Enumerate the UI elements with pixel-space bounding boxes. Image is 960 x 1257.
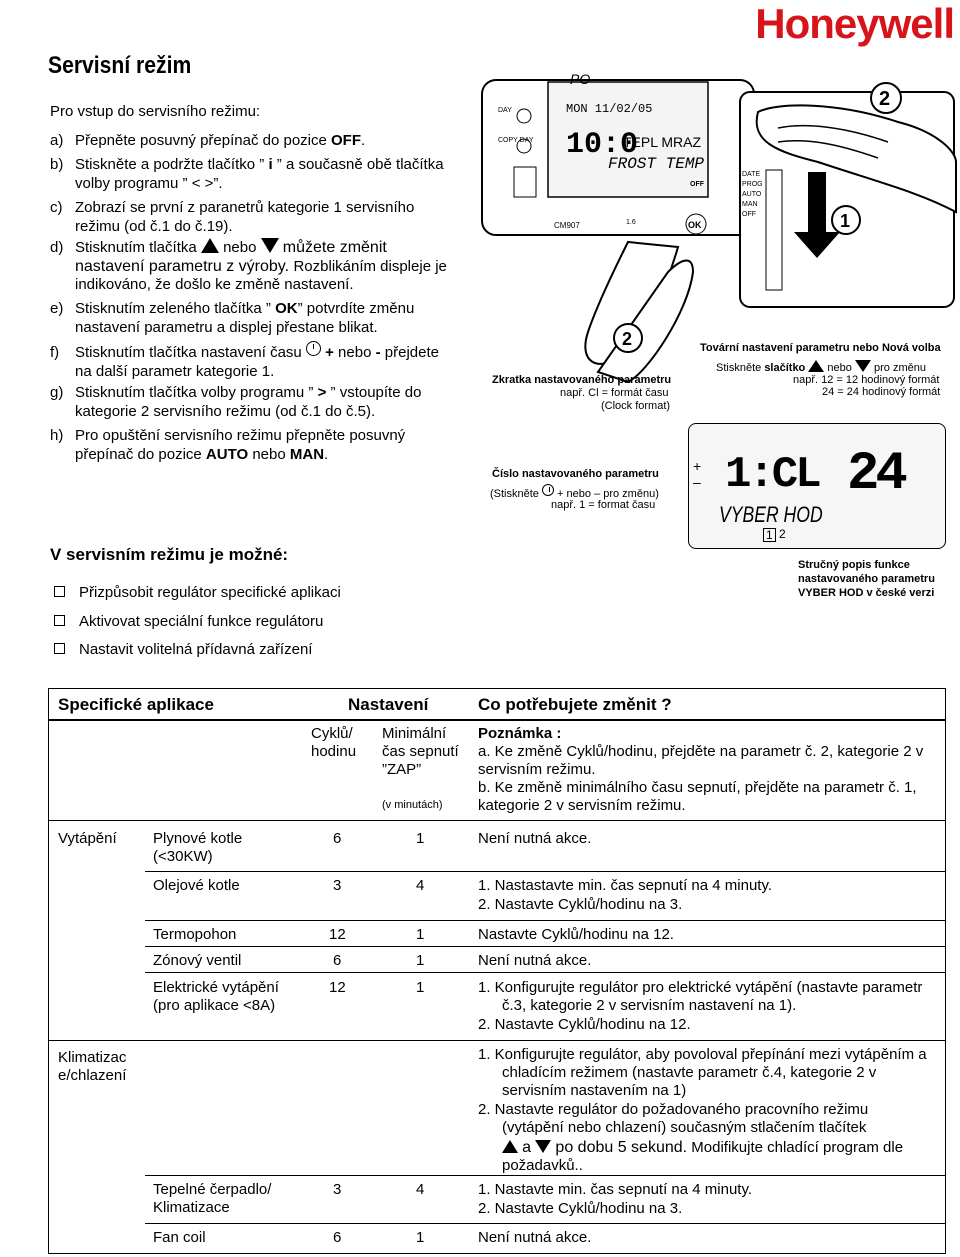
note-a: a. Ke změně Cyklů/hodinu, přejděte na parametr č. 2, kategorie 2 v servisním režimu. xyxy=(478,743,924,778)
divider xyxy=(145,920,945,921)
table-row-cycles: 3 xyxy=(333,877,342,894)
group-heating: Vytápění xyxy=(58,830,117,847)
table-row-app: Zónový ventil xyxy=(153,952,242,969)
header-applications: Specifické aplikace xyxy=(58,695,214,714)
switch-auto: AUTO xyxy=(742,191,762,198)
table-row-note: Není nutná akce. xyxy=(478,952,592,969)
table-row-min: 1 xyxy=(416,979,425,996)
lcd-po: PO xyxy=(570,72,591,87)
step-f: f) Stisknutím tlačítka nastavení času + nebo - přejdete na další parametr kategorie 1. xyxy=(50,341,480,381)
note-b: b. Ke změně minimálního času sepnutí, přejděte na parametr č. 1, kategorie 2 v servisním režimu. xyxy=(478,779,917,814)
divider xyxy=(49,820,945,821)
model-label: CM907 xyxy=(554,221,580,230)
switch-off: OFF xyxy=(742,211,756,218)
arrow-down-icon xyxy=(535,1140,551,1153)
lcd-tepl: TEPL MRAZ xyxy=(623,134,702,150)
lcd-param-value: 24 xyxy=(847,444,904,505)
divider xyxy=(145,1223,945,1224)
table-row-min: 4 xyxy=(416,1181,425,1198)
checkbox-icon xyxy=(54,586,65,597)
zkratka-title: Zkratka nastavovaného parametru xyxy=(492,374,672,386)
lcd-category-2: 2 xyxy=(779,527,786,541)
table-row-note: 1. Nastastavte min. čas sepnutí na 4 minuty. xyxy=(478,877,773,894)
table-row-app: Plynové kotle (<30KW) xyxy=(153,830,243,865)
header-settings: Nastavení xyxy=(348,695,429,714)
step-d: d) Stisknutím tlačítka nebo můžete změnit nastavení parametru z výroby. Rozblikáním displeje je indikováno, že došlo ke změně nastavení. xyxy=(50,239,447,293)
table-row-min: 1 xyxy=(416,926,425,943)
divider xyxy=(145,946,945,947)
arrow-down-icon xyxy=(261,238,279,253)
subheader-min-unit: (v minutách) xyxy=(382,799,443,811)
arrow-down-icon xyxy=(855,360,871,372)
param-description: Stručný popis funkce nastavovaného parametru VYBER HOD v české verzi xyxy=(798,559,935,599)
factory-instruction: Stiskněte slačítko nebo pro změnu xyxy=(716,362,926,374)
table-row-note: Nastavte Cyklů/hodinu na 12. xyxy=(478,926,674,943)
arrow-up-icon xyxy=(201,238,219,253)
step-h: h) Pro opuštění servisního režimu přepněte posuvný přepínač do pozice AUTO nebo MAN. xyxy=(50,427,406,463)
day-label: DAY xyxy=(498,107,512,114)
table-row-app: Olejové kotle xyxy=(153,877,240,894)
arrow-up-icon xyxy=(808,360,824,372)
table-row-note: a po dobu 5 sekund. Modifikujte chladící program dle požadavků.. xyxy=(502,1139,904,1174)
checkbox-icon xyxy=(54,643,65,654)
arrow-up-icon xyxy=(502,1140,518,1153)
lcd-param-display xyxy=(688,423,946,549)
divider xyxy=(145,1175,945,1176)
header-change: Co potřebujete změnit ? xyxy=(478,695,672,714)
table-row-note: Není nutná akce. xyxy=(478,830,592,847)
possible-heading: V servisním režimu je možné: xyxy=(50,545,289,564)
lcd-minus: – xyxy=(693,474,701,490)
factory-example-1: např. 12 = 12 hodinový formát xyxy=(793,374,940,386)
table-row-note: 1. Konfigurujte regulátor pro elektrické vytápění (nastavte parametr č.3, kategorie 2 v servisním nastavení na 1). xyxy=(478,979,923,1014)
table-row-note: 1. Konfigurujte regulátor, aby povoloval přepínání mezi vytápěním a chladícím režimem (nastavte parametr č.4, kategorie 2 v servisním nastavením na 1) xyxy=(478,1046,927,1099)
callout-1: 1 xyxy=(840,211,851,231)
table-row-cycles: 6 xyxy=(333,830,342,847)
table-row-cycles: 3 xyxy=(333,1181,342,1198)
lcd-time: 10:0 xyxy=(566,128,639,162)
table-row-note: 2. Nastavte Cyklů/hodinu na 3. xyxy=(478,896,683,913)
lcd-category-1: 1 xyxy=(763,528,776,542)
clock-icon xyxy=(306,341,321,356)
step-b: b) Stiskněte a podržte tlačítko ” i ” a současně obě tlačítka volby programu ” < >”. xyxy=(50,156,444,192)
table-row-min: 1 xyxy=(416,830,425,847)
possible-item: Nastavit volitelná přídavná zařízení xyxy=(54,641,312,658)
intro-text: Pro vstup do servisního režimu: xyxy=(50,103,261,120)
possible-item: Přizpůsobit regulátor specifické aplikaci xyxy=(54,584,341,601)
table-row-app: Fan coil xyxy=(153,1229,206,1246)
step-g: g) Stisknutím tlačítka volby programu ” > ” vstoupíte do kategorie 2 servisního režimu (od č.1 do č.5). xyxy=(50,384,422,420)
clock-icon xyxy=(542,484,554,496)
switch-date: DATE xyxy=(742,171,761,178)
copy-day-label: COPY DAY xyxy=(498,137,534,144)
table-row-app: Elektrické vytápění (pro aplikace <8A) xyxy=(153,979,279,1014)
table-row-cycles: 12 xyxy=(329,926,346,943)
switch-prog: PROG xyxy=(742,181,763,188)
ok-button: OK xyxy=(688,220,702,230)
callout-2-top: 2 xyxy=(879,88,891,110)
cislo-title: Číslo nastavovaného parametru xyxy=(492,468,659,480)
table-row-app: Termopohon xyxy=(153,926,237,943)
divider xyxy=(49,1040,945,1041)
cislo-instruction: (Stiskněte + nebo – pro změnu) xyxy=(490,484,659,500)
divider xyxy=(145,871,945,872)
step-c: c) Zobrazí se první z paranetrů kategorie 1 servisního režimu (od č.1 do č.19). xyxy=(50,199,415,235)
honeywell-logo: Honeywell xyxy=(755,0,954,47)
zkratka-example: např. Cl = formát času xyxy=(560,387,669,399)
group-cooling: Klimatizac e/chlazení xyxy=(58,1049,127,1084)
table-row-note: 2. Nastavte regulátor do požadovaného pracovního režimu (vytápění nebo chlazení) současným stlačením tlačítek xyxy=(478,1101,869,1136)
lcd-param-name: VYBER HOD xyxy=(719,502,823,527)
lcd-param-code: 1:CL xyxy=(725,450,819,500)
lcd-frost: FROST TEMP xyxy=(608,155,705,173)
table-row-cycles: 6 xyxy=(333,1229,342,1246)
table-row-min: 1 xyxy=(416,1229,425,1246)
table-row-note: 1. Nastavte min. čas sepnutí na 4 minuty. xyxy=(478,1181,753,1198)
table-row-note: Není nutná akce. xyxy=(478,1229,592,1246)
factory-title: Tovární nastavení parametru nebo Nová volba xyxy=(700,342,941,354)
possible-item: Aktivovat speciální funkce regulátoru xyxy=(54,613,323,630)
switch-man: MAN xyxy=(742,201,758,208)
subheader-cycles: Cyklů/ hodinu xyxy=(311,725,357,760)
table-row-min: 4 xyxy=(416,877,425,894)
step-a: a) Přepněte posuvný přepínač do pozice OFF. xyxy=(50,132,366,149)
step-e: e) Stisknutím zeleného tlačítka ” OK” potvrdíte změnu nastavení parametru a displej přestane blikat. xyxy=(50,300,415,336)
divider xyxy=(145,972,945,973)
cislo-example: např. 1 = format času xyxy=(551,499,656,511)
callout-2-bottom: 2 xyxy=(622,329,633,349)
table-row-app: Tepelné čerpadlo/ Klimatizace xyxy=(153,1181,272,1216)
table-row-note: 2. Nastavte Cyklů/hodinu na 12. xyxy=(478,1016,691,1033)
lcd-plus: + xyxy=(693,458,702,474)
note-title: Poznámka : xyxy=(478,725,562,742)
table-row-note: 2. Nastavte Cyklů/hodinu na 3. xyxy=(478,1200,683,1217)
zkratka-example-2: (Clock format) xyxy=(601,400,671,412)
table-row-cycles: 12 xyxy=(329,979,346,996)
checkbox-icon xyxy=(54,615,65,626)
lcd-off: OFF xyxy=(690,181,704,188)
version-label: 1.6 xyxy=(626,219,636,226)
table-row-min: 1 xyxy=(416,952,425,969)
table-row-cycles: 6 xyxy=(333,952,342,969)
subheader-min-time: Minimální čas sepnutí ”ZAP” xyxy=(382,725,459,778)
factory-example-2: 24 = 24 hodinový formát xyxy=(822,386,941,398)
page-title: Servisní režim xyxy=(48,52,192,79)
lcd-date: MON 11/02/05 xyxy=(566,102,653,116)
